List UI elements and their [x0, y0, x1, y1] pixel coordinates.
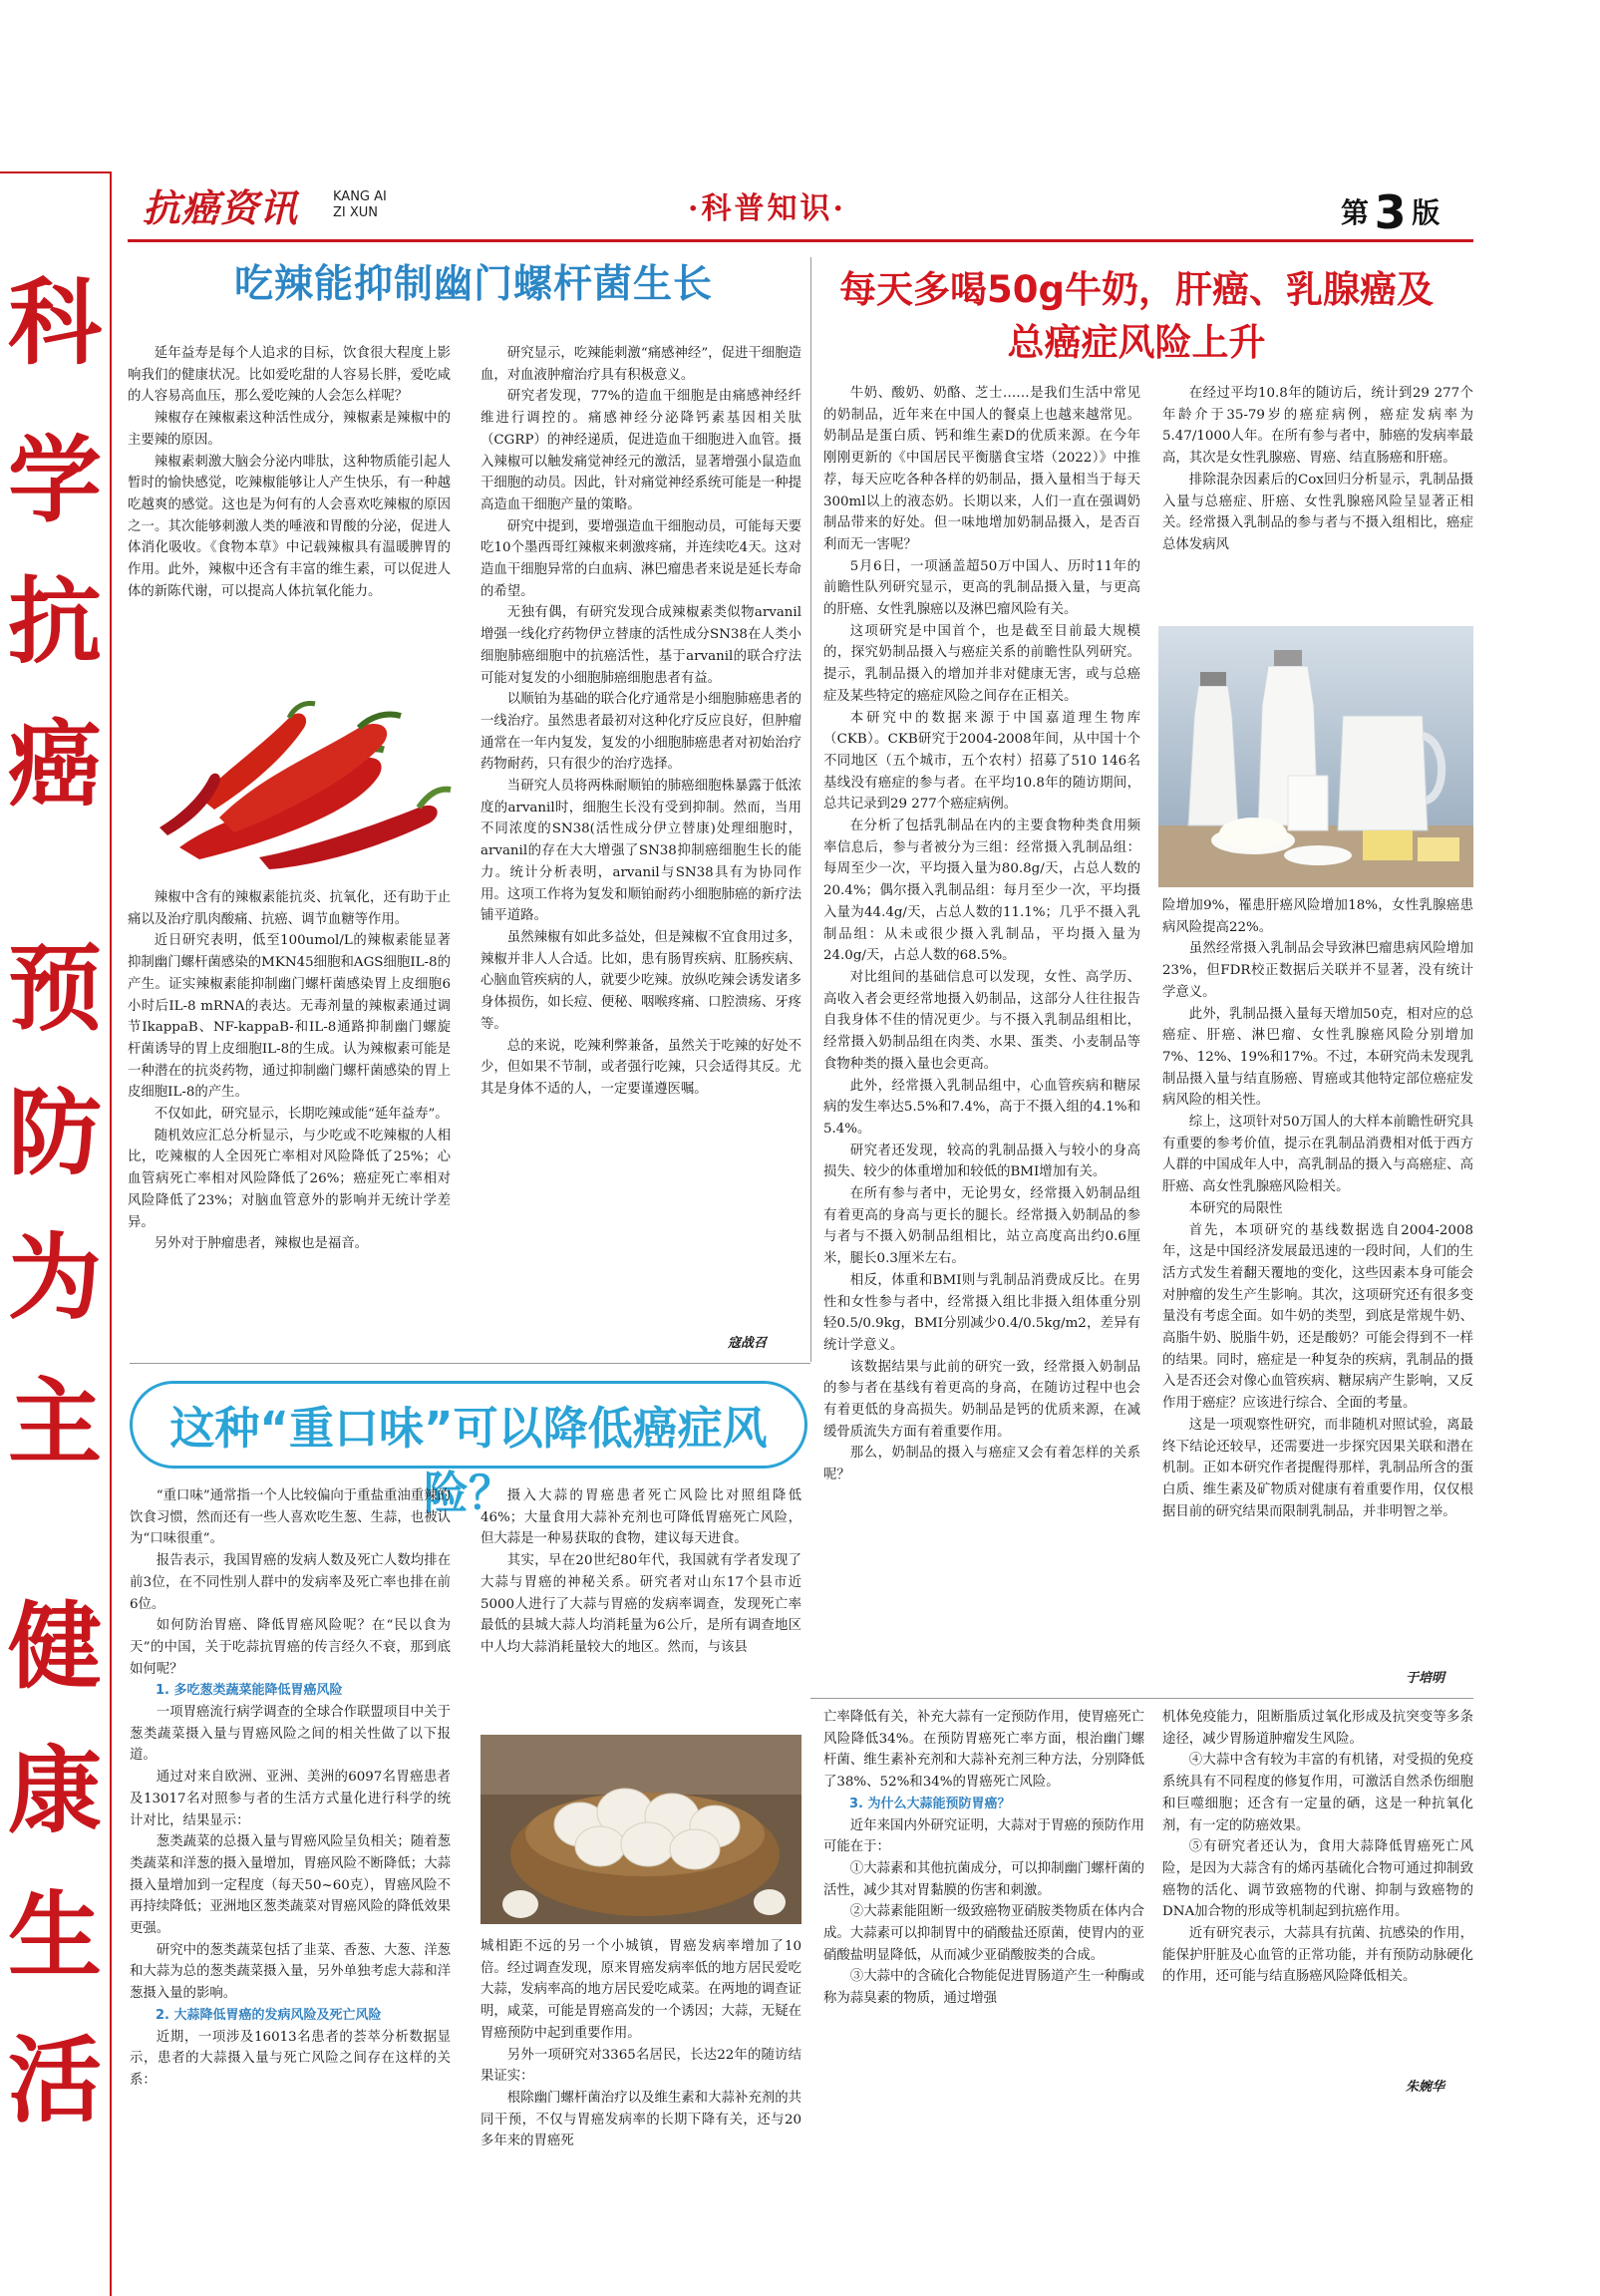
paragraph: ⑤有研究者还认为，食用大蒜降低胃癌死亡风险，是因为大蒜含有的烯丙基硫化合物可通过抑制致癌物的活化、调节致癌物的代谢、抑制与致癌物的DNA加合物的形成等机制起到抗癌作用。: [1162, 1839, 1473, 1920]
paragraph: “重口味”通常指一个人比较偏向于重盐重油重辣的饮食习惯，然而还有一些人喜欢吃生葱、生蒜，也被认为“口味很重”。: [130, 1488, 451, 1547]
paragraph: 此外，经常摄入乳制品组中，心血管疾病和糖尿病的发生率达5.5%和7.4%，高于不摄入组的4.1%和5.4%。: [823, 1078, 1140, 1137]
article1-byline: 寇战召: [728, 1336, 768, 1351]
paragraph: 亡率降低有关，补充大蒜有一定预防作用，使胃癌死亡风险降低34%。在预防胃癌死亡率方面，根治幽门螺杆菌、维生素补充剂和大蒜补充剂三种方法，分别降低了38%、52%和34%的胃癌死亡风险。: [823, 1710, 1144, 1791]
paragraph: 研究显示，吃辣能刺激“痛感神经”，促进干细胞造血，对血液肿瘤治疗具有积极意义。: [480, 346, 801, 383]
paragraph: 辣椒素刺激大脑会分泌内啡肽，这种物质能引起人暂时的愉快感觉，吃辣椒能够让人产生快乐，有一种越吃越爽的感觉。这也是为何有的人会喜欢吃辣椒的原因之一。其次能够刺激人类的唾液和胃酸的分泌，促进人体消化吸收。《食物本草》中记载辣椒具有温暖脾胃的作用。此外，辣椒中还含有丰富的维生素，可以促进人体的新陈代谢，可以提高人体抗氧化能力。: [128, 454, 451, 599]
subheading: 2. 大蒜降低胃癌的发病风险及死亡风险: [156, 2007, 382, 2023]
paragraph: 牛奶、酸奶、奶酪、芝士……是我们生活中常见的奶制品，近年来在中国人的餐桌上也越来越常见。奶制品是蛋白质、钙和维生素D的优质来源。在今年刚刚更新的《中国居民平衡膳食宝塔（2022）》中推荐，每天应吃各种各样的奶制品，摄入量相当于每天300ml以上的液态奶。长期以来，人们一直在强调奶制品带来的好处。但一味地增加奶制品摄入，是否百利而无一害呢？: [823, 386, 1140, 552]
paragraph: 虽然经常摄入乳制品会导致淋巴瘤患病风险增加23%，但FDR校正数据后关联并不显著，没有统计学意义。: [1162, 941, 1473, 1000]
article3-col4: [1162, 1707, 1473, 1988]
article2-title-line1: 每天多喝50g牛奶，肝癌、乳腺癌及: [839, 268, 1434, 311]
paragraph: 机体免疫能力，阻断脂质过氧化形成及抗突变等多条途径，减少胃肠道肿瘤发生风险。: [1162, 1710, 1473, 1747]
paragraph: 近日研究表明，低至100umol/L的辣椒素能显著抑制幽门螺杆菌感染的MKN45细胞和AGS细胞IL-8的产生。证实辣椒素能抑制幽门螺杆菌感染胃上皮细胞6小时后IL-8 mRNA的表达。无毒剂量的辣椒素通过调节IkappaB、NF-kappaB-和IL-8通路抑制幽门螺旋杆菌诱导的胃上皮细胞IL-8的生成。认为辣椒素可能是一种潜在的抗炎药物，通过抑制幽门螺杆菌感染的胃上皮细胞IL-8的产生。: [128, 933, 451, 1101]
paragraph: 本研究的局限性: [1188, 1200, 1283, 1216]
paragraph: 5月6日，一项涵盖超50万中国人、历时11年的前瞻性队列研究显示，更高的乳制品摄入量，与更高的肝癌、女性乳腺癌以及淋巴瘤风险有关。: [823, 558, 1140, 618]
paragraph: 近有研究表示，大蒜具有抗菌、抗感染的作用，能保护肝脏及心血管的正常功能，并有预防动脉硬化的作用，还可能与结直肠癌风险降低相关。: [1162, 1926, 1473, 1985]
banner-char: 为: [7, 1223, 102, 1333]
banner-char: 癌: [7, 710, 102, 820]
subheading: 3. 为什么大蒜能预防胃癌？: [849, 1796, 1011, 1811]
paragraph: 如何防治胃癌、降低胃癌风险呢？在“民以食为天”的中国，关于吃蒜抗胃癌的传言经久不衰，那到底如何呢？: [130, 1618, 451, 1677]
paragraph: 不仅如此，研究显示，长期吃辣或能“延年益寿”。: [154, 1107, 449, 1123]
paragraph: 研究者还发现，较高的乳制品摄入与较小的身高损失、较少的体重增加和较低的BMI增加有关。: [823, 1143, 1140, 1180]
masthead-rule: [128, 239, 1473, 242]
paragraph: 本研究中的数据来源于中国嘉道理生物库（CKB）。CKB研究于2004-2008年间，从中国十个不同地区（五个城市，五个农村）招募了510 146名基线没有癌症的参与者。在平均10.8年的随访期间，总共记录到29 277个癌症病例。: [823, 710, 1140, 813]
paragraph: 以顺铂为基础的联合化疗通常是小细胞肺癌患者的一线治疗。虽然患者最初对这种化疗反应良好，但肿瘤通常在一年内复发，复发的小细胞肺癌患者对初始治疗药物耐药，只有很少的治疗选择。: [480, 692, 801, 773]
paragraph: 综上，这项针对50万国人的大样本前瞻性研究具有重要的参考价值，提示在乳制品消费相对低于西方人群的中国成年人中，高乳制品的摄入与高癌症、高肝癌、高女性乳腺癌风险相关。: [1162, 1115, 1473, 1195]
paragraph: 这是一项观察性研究，而非随机对照试验，离最终下结论还较早，还需要进一步探究因果关联和潜在机制。正如本研究作者提醒得那样，乳制品所含的蛋白质、维生素及矿物质对健康有着重要作用，仅仅根据目前的研究结果而限制乳制品，并非明智之举。: [1162, 1417, 1473, 1519]
banner-char: 防: [7, 1079, 102, 1188]
page-prefix: 第: [1341, 196, 1370, 229]
paragraph: 根除幽门螺杆菌治疗以及维生素和大蒜补充剂的共同干预，不仅与胃癌发病率的长期下降有关，还与20多年来的胃癌死: [480, 2090, 801, 2149]
paragraph: 延年益寿是每个人追求的目标，饮食很大程度上影响我们的健康状况。比如爱吃甜的人容易长胖，爱吃咸的人容易高血压，那么爱吃辣的人会怎么样呢？: [128, 346, 451, 405]
paragraph: 辣椒存在辣椒素这种活性成分，辣椒素是辣椒中的主要辣的原因。: [128, 411, 451, 448]
paragraph: 该数据结果与此前的研究一致，经常摄入奶制品的参与者在基线有着更高的身高，在随访过程中也会有着更低的身高损失。奶制品是钙的优质来源，在减缓骨质流失方面有着重要作用。: [823, 1359, 1140, 1440]
paragraph: 排除混杂因素后的Cox回归分析显示，乳制品摄入量与总癌症、肝癌、女性乳腺癌风险呈显著正相关。经常摄入乳制品的参与者与不摄入组相比，癌症总体发病风: [1162, 472, 1473, 552]
paragraph: 近年来国内外研究证明，大蒜对于胃癌的预防作用可能在于：: [823, 1817, 1144, 1855]
article2-col2b: [1162, 895, 1473, 1522]
paragraph: 在经过平均10.8年的随访后，统计到29 277个年龄介于35-79岁的癌症病例，癌症发病率为5.47/1000人年。在所有参与者中，肺癌的发病率最高，其次是女性乳腺癌、胃癌、结直肠癌和肝癌。: [1162, 386, 1473, 467]
paragraph: 其实，早在20世纪80年代，我国就有学者发现了大蒜与胃癌的神秘关系。研究者对山东17个县市近5000人进行了大蒜与胃癌的发病率调查，发现死亡率最低的县城大蒜人均消耗量为6公斤，是所有调查地区中人均大蒜消耗量较大的地区。然而，与该县: [480, 1553, 801, 1655]
article2-col1: [823, 383, 1140, 1486]
paragraph: 一项胃癌流行病学调查的全球合作联盟项目中关于葱类蔬菜摄入量与胃癌风险之间的相关性做了以下报道。: [130, 1705, 451, 1764]
paragraph: 摄入大蒜的胃癌患者死亡风险比对照组降低46%；大量食用大蒜补充剂也可降低胃癌死亡风险，但大蒜是一种易获取的食物，建议每天进食。: [480, 1488, 801, 1547]
vertical-banner: [0, 171, 112, 2296]
paragraph: ④大蒜中含有较为丰富的有机锗，对受损的免疫系统具有不同程度的修复作用，可激活自然杀伤细胞和巨噬细胞；还含有一定量的硒，这是一种抗氧化剂，有一定的防癌效果。: [1162, 1753, 1473, 1833]
article2-title-line2: 总癌症风险上升: [1007, 321, 1266, 364]
paragraph: 葱类蔬菜的总摄入量与胃癌风险呈负相关；随着葱类蔬菜和洋葱的摄入量增加，胃癌风险不断降低；大蒜摄入量增加到一定程度（每天50~60克），胃癌风险不再持续降低；亚洲地区葱类蔬菜对胃癌风险的降低效果更强。: [130, 1834, 451, 1937]
section-rule: [130, 1363, 810, 1364]
paragraph: 研究中的葱类蔬菜包括了韭菜、香葱、大葱、洋葱和大蒜为总的葱类蔬菜摄入量，另外单独考虑大蒜和洋葱摄入量的影响。: [130, 1942, 451, 2002]
article3-col2a: [480, 1485, 801, 1659]
paragraph: 研究者发现，77%的造血干细胞是由痛感神经纤维进行调控的。痛感神经分泌降钙素基因相关肽（CGRP）的神经递质，促进造血干细胞进入血管。摄入辣椒可以触发痛觉神经元的激活，显著增强小鼠造血干细胞的动员。因此，针对痛觉神经系统可能是一种提高造血干细胞产量的策略。: [480, 389, 801, 512]
paragraph: 另外对于肿瘤患者，辣椒也是福音。: [154, 1236, 369, 1252]
garlic-basket-photo: [480, 1735, 801, 1924]
banner-char: 活: [7, 2026, 102, 2135]
banner-char: 抗: [7, 567, 102, 677]
paragraph: ③大蒜中的含硫化合物能促进胃肠道产生一种酶或称为蒜臭素的物质，通过增强: [823, 1969, 1144, 2007]
paragraph: 研究中提到，要增强造血干细胞动员，可能每天要吃10个墨西哥红辣椒来刺激疼痛，并连续吃4天。这对造血干细胞异常的白血病、淋巴瘤患者来说是延长寿命的希望。: [480, 518, 801, 599]
masthead-logo: 抗癌资讯: [143, 185, 299, 230]
section-name: ·科普知识·: [688, 191, 846, 226]
paragraph: 总的来说，吃辣利弊兼备，虽然关于吃辣的好处不少，但如果不节制，或者强行吃辣，只会适得其反。尤其是身体不适的人，一定要谨遵医嘱。: [480, 1038, 801, 1097]
page-number-value: 3: [1374, 185, 1407, 239]
paragraph: 近期，一项涉及16013名患者的荟萃分析数据显示，患者的大蒜摄入量与死亡风险之间存在这样的关系：: [130, 2029, 451, 2088]
paragraph: 另外一项研究对3365名居民，长达22年的随访结果证实：: [480, 2047, 801, 2085]
paragraph: 险增加9%，罹患肝癌风险增加18%，女性乳腺癌患病风险提高22%。: [1162, 898, 1473, 935]
logo-en-line: ZI XUN: [333, 205, 379, 220]
paragraph: 对比组间的基础信息可以发现，女性、高学历、高收入者会更经常地摄入奶制品，这部分人往往报告自我身体不佳的情况更少。与不摄入乳制品组相比，经常摄入奶制品组在肉类、水果、蛋类、小麦制品等食物种类的摄入量也会更高。: [823, 969, 1140, 1072]
article2-col2a: [1162, 383, 1473, 556]
banner-char: 科: [7, 268, 102, 378]
red-chili-peppers-photo: [140, 698, 457, 875]
paragraph: 这项研究是中国首个，也是截至目前最大规模的，探究奶制品摄入与癌症关系的前瞻性队列研究。提示，乳制品摄入的增加并非对健康无害，或与总癌症及某些特定的癌症风险之间存在正相关。: [823, 623, 1140, 704]
article1-col1: [128, 343, 451, 602]
article1-col1b: [128, 887, 451, 1255]
banner-char: 健: [7, 1592, 102, 1702]
banner-char: 主: [7, 1368, 102, 1477]
subheading: 1. 多吃葱类蔬菜能降低胃癌风险: [156, 1683, 343, 1699]
paragraph: ①大蒜素和其他抗菌成分，可以抑制幽门螺杆菌的活性，减少其对胃黏膜的伤害和刺激。: [823, 1860, 1144, 1898]
masthead-logo-en: [333, 189, 387, 221]
paragraph: 通过对来自欧洲、亚洲、美洲的6097名胃癌患者及13017名对照参与者的生活方式量化进行科学的统计对比，结果显示：: [130, 1770, 451, 1828]
article2-byline: 于培明: [1406, 1671, 1445, 1686]
banner-char: 学: [7, 426, 102, 535]
paragraph: 相反，体重和BMI则与乳制品消费成反比。在男性和女性参与者中，经常摄入组比非摄入组体重分别轻0.5/0.9kg，BMI分别减少0.4/0.5kg/m2，差异有统计学意义。: [823, 1272, 1140, 1353]
paragraph: 此外，乳制品摄入量每天增加50克，相对应的总癌症、肝癌、淋巴瘤、女性乳腺癌风险分别增加7%、12%、19%和17%。不过，本研究尚未发现乳制品摄入量与结直肠癌、胃癌或其他特定部位癌症发病风险的相关性。: [1162, 1006, 1473, 1109]
banner-char: 康: [7, 1737, 102, 1846]
page-number: [1341, 185, 1440, 239]
article3-col3: [823, 1707, 1144, 2010]
article3-col2b: [480, 1936, 801, 2152]
paragraph: 城相距不远的另一个小城镇，胃癌发病率增加了10倍。经过调查发现，原来胃癌发病率低的地方居民爱吃大蒜，发病率高的地方居民爱吃咸菜。在两地的调查证明，咸菜，可能是胃癌高发的一个诱因；大蒜，无疑在胃癌预防中起到重要作用。: [480, 1939, 801, 2041]
paragraph: 在所有参与者中，无论男女，经常摄入奶制品组有着更高的身高与更长的腿长。经常摄入奶制品的参与者与不摄入奶制品组相比，站立高度高出约0.6厘米，腿长0.3厘米左右。: [823, 1186, 1140, 1267]
article1-title: 吃辣能抑制幽门螺杆菌生长: [233, 262, 713, 307]
section-rule: [810, 1698, 1473, 1699]
banner-char: 生: [7, 1881, 102, 1991]
paragraph: 那么，奶制品的摄入与癌症又会有着怎样的关系呢？: [823, 1446, 1140, 1483]
paragraph: 虽然辣椒有如此多益处，但是辣椒不宜食用过多，辣椒并非人人合适。比如，患有肠胃疾病、肛肠疾病、心脑血管疾病的人，就要少吃辣。放纵吃辣会诱发诸多身体损伤，如长痘、便秘、咽喉疼痛、口腔溃疡、牙疼等。: [480, 929, 801, 1032]
paragraph: 在分析了包括乳制品在内的主要食物种类食用频率信息后，参与者被分为三组：经常摄入乳制品组：每周至少一次，平均摄入量为80.8g/天，占总人数的20.4%；偶尔摄入乳制品组：每月至少一次，平均摄入量为44.4g/天，占总人数的11.1%；几乎不摄入乳制品组：从未或很少摄入乳制品，平均摄入量为24.0g/天，占总人数的68.5%。: [823, 819, 1140, 964]
article3-title: 这种“重口味”可以降低癌症风险？: [169, 1402, 768, 1519]
paragraph: 当研究人员将两株耐顺铂的肺癌细胞株暴露于低浓度的arvanil时，细胞生长没有受到抑制。然而，当用不同浓度的SN38(活性成分伊立替康)处理细胞时，arvanil的存在大大增强了SN38抑制癌细胞生长的能力。统计分析表明，arvanil与SN38具有为协同作用。这项工作将为复发和顺铂耐药小细胞肺癌的新疗法铺平道路。: [480, 779, 801, 924]
paragraph: 首先，本项研究的基线数据选自2004-2008年，这是中国经济发展最迅速的一段时间，人们的生活方式发生着翻天覆地的变化，这些因素本身可能会对肿瘤的发生产生影响。其次，这项研究还有很多变量没有考虑全面。如牛奶的类型，到底是常规牛奶、高脂牛奶、脱脂牛奶，还是酸奶？可能会得到不一样的结果。同时，癌症是一种复杂的疾病，乳制品的摄入是否还会对像心血管疾病、糖尿病产生影响，又反作用于癌症？应该进行综合、全面的考量。: [1162, 1222, 1473, 1412]
page-suffix: 版: [1412, 196, 1440, 229]
paragraph: 无独有偶，有研究发现合成辣椒素类似物arvanil增强一线化疗药物伊立替康的活性成分SN38在人类小细胞肺癌细胞中的抗癌活性，基于arvanil的联合疗法可能对复发的小细胞肺癌细胞患者有益。: [480, 605, 801, 686]
article3-col1: [130, 1485, 451, 2092]
article1-col2: [480, 343, 801, 1101]
logo-en-line: KANG AI: [333, 189, 387, 204]
paragraph: 随机效应汇总分析显示，与少吃或不吃辣椒的人相比，吃辣椒的人全因死亡率相对风险降低了25%；心血管病死亡率相对风险降低了26%；癌症死亡率相对风险降低了23%；对脑血管意外的影响并无统计学差异。: [128, 1128, 451, 1230]
article3-byline: 朱婉华: [1406, 2080, 1445, 2095]
paragraph: 辣椒中含有的辣椒素能抗炎、抗氧化，还有助于止痛以及治疗肌肉酸痛、抗癌、调节血糖等作用。: [128, 890, 451, 927]
paragraph: 报告表示，我国胃癌的发病人数及死亡人数均排在前3位，在不同性别人群中的发病率及死亡率也排在前6位。: [130, 1553, 451, 1612]
column-rule: [810, 257, 811, 1362]
milk-and-dairy-photo: [1158, 626, 1473, 887]
banner-char: 预: [7, 934, 102, 1044]
paragraph: ②大蒜素能阻断一级致癌物亚硝胺类物质在体内合成。大蒜素可以抑制胃中的硝酸盐还原菌，使胃内的亚硝酸盐明显降低，从而减少亚硝酸胺类的合成。: [823, 1904, 1144, 1963]
